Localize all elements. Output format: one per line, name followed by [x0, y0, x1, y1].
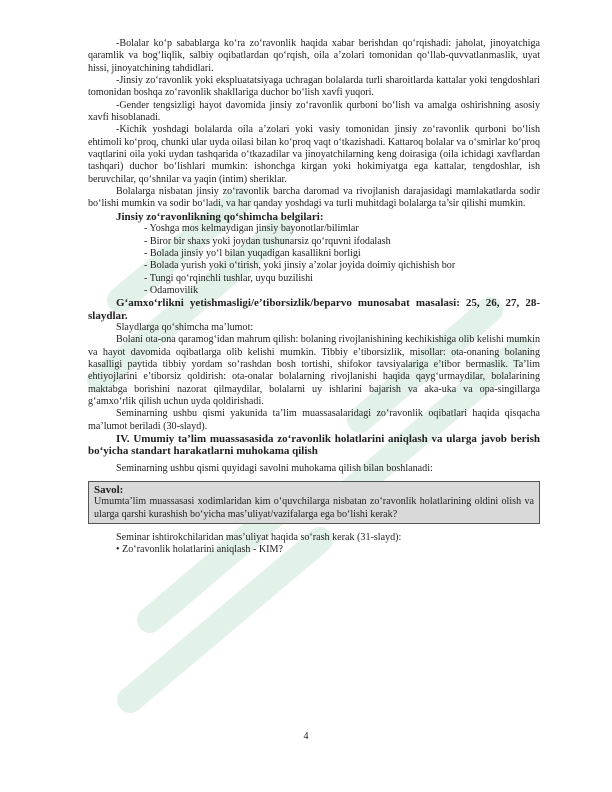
paragraph: -Bolalar ko‘p sabablarga ko‘ra zo‘ravonlik haqida xabar berishdan qo‘rqishadi: jaholat, jinoyatchiga qaramlik va bog‘liqlik, salbiy oqibatlardan qo‘rqish, oila a’zolari tomonidan qo‘llab-quvvatlanmaslik, uyat hissi, jinoyatchining tahdidlari. — [88, 38, 540, 74]
list-item: - Odamovilik — [144, 284, 199, 296]
paragraph: -Kichik yoshdagi bolalarda oila a’zolari yoki vasiy tomonidan jinsiy zo‘ravonlik qurboni bo‘lish ehtimoli ko‘proq, chunki ular uyda oilasi bilan ko‘proq vaqt o‘tkazishadi. Kattaroq bolalar va o‘smirlar ko‘proq vaqtlarini oila yoki uydan tashqarida o‘tkazadilar va jinoyatchilarning keng doirasiga (oila ichidagi xavflardan tashqari) duchor bo‘lishlari mumkin: ishonchga kirgan yoki hokimiyatga ega kattalar, tengdoshlar, ish beruvchilar, qo‘shnilar va yaqin (intim) sheriklar. — [88, 124, 540, 185]
paragraph: Slaydlarga qo‘shimcha ma’lumot: — [116, 321, 254, 333]
paragraph: Seminarning ushbu qismi quyidagi savolni muhokama qilish bilan boshlanadi: — [116, 462, 433, 474]
paragraph: Bolani ota-ona qaramog‘idan mahrum qilish: bolaning rivojlanishining kechikishiga olib kelishi mumkin va hayot davomida oqibatlarga olib kelishi mumkin. Tibbiy e’tiborsizlik, misollar: ota-onaning bolaning kasalligi paytida tibbiy yordam so‘rashdan bosh tortishi, shifokor tavsiyalariga e’tibor bermaslik. Ta’lim ehtiyojlarini e’tiborsiz qoldirish: ota-onalar bolalarning rivojlanishi haqida qayg‘urmaydilar, bolalarining maktabga borishini nazorat qilmaydilar, bolalarni uy ishlarini bajarish va aka-uka va opa-singillarga g‘amxo‘rlik qilish uchun uyda qoldirishadi. — [88, 334, 540, 407]
list-item: - Bolada yurish yoki o‘tirish, yoki jinsiy a’zolar joyida doimiy qichishish bor — [144, 260, 456, 272]
list-item: - Tungi qo‘rqinchli tushlar, uyqu buzilishi — [144, 272, 313, 284]
paragraph: Bolalarga nisbatan jinsiy zo‘ravonlik barcha daromad va rivojlanish darajasidagi mamlakatlarda sodir bo‘lishi mumkin va sodir bo‘ladi, va har qanday yoshdagi va turli muhitdagi bolalarga ta’sir qilishi mumkin. — [88, 186, 540, 210]
paragraph: Seminarning ushbu qismi yakunida ta’lim muassasalaridagi zo‘ravonlik oqibatlari haqida qisqacha ma’lumot beriladi (30-slayd). — [88, 408, 540, 432]
paragraph: -Gender tengsizligi hayot davomida jinsiy zo‘ravonlik qurboni bo‘lish va amalga oshirishning asosiy xavfi hisoblanadi. — [88, 99, 540, 124]
list-item: - Yoshga mos kelmaydigan jinsiy bayonotlar/bilimlar — [144, 223, 359, 235]
paragraph: -Jinsiy zo‘ravonlik yoki ekspluatatsiyaga uchragan bolalarda turli sharoitlarda kattalar yoki tengdoshlari tomonidan boshqa zo‘ravonlik shakllariga duchor bo‘lish xavfi yuqori. — [88, 75, 540, 99]
neglect-heading: G‘amxo‘rlikni yetishmasligi/e’tiborsizlik/beparvo munosabat masalasi: 25, 26, 27, 28-slaydlar. — [88, 297, 540, 322]
paragraph: Seminar ishtirokchilaridan mas’uliyat haqida so‘rash kerak (31-slayd): — [116, 532, 402, 544]
document-body — [88, 38, 540, 557]
question-text: Umumta’lim muassasasi xodimlaridan kim o‘quvchilarga nisbatan zo‘ravonlik holatlarining oldini olish va ularga qarshi kurashish bo‘yicha mas’uliyat/vazifalarga ega bo‘lishi kerak? — [94, 496, 534, 520]
list-item: - Bolada jinsiy yo‘l bilan yuqadigan kasallikni borligi — [144, 247, 361, 259]
signs-heading: Jinsiy zo‘ravonlikning qo‘shimcha belgilari: — [116, 210, 324, 223]
list-item: - Biror bir shaxs yoki joydan tushunarsiz qo‘rquvni ifodalash — [144, 235, 391, 247]
section-heading: IV. Umumiy ta’lim muassasasida zo‘ravonlik holatlarini aniqlash va ularga javob berish bo‘yicha standart harakatlarni muhokama qilish — [88, 433, 540, 458]
question-title: Savol: — [94, 484, 124, 497]
page-number: 4 — [303, 731, 309, 742]
bullet-item: • Zo‘ravonlik holatlarini aniqlash - KIM? — [116, 544, 283, 556]
question-box — [88, 481, 540, 524]
